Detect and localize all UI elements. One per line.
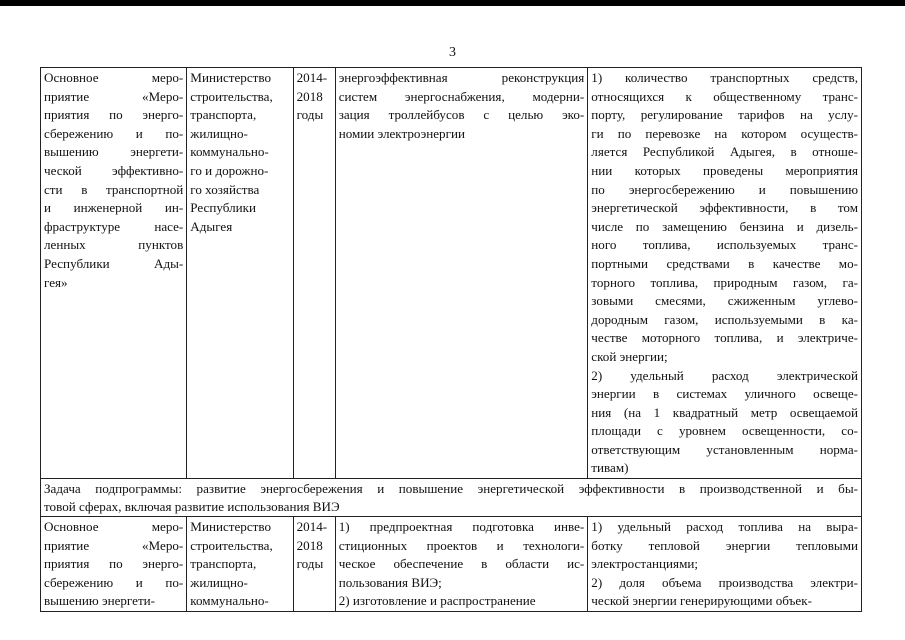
text-line: Республики [190,200,256,216]
text-line: 2018 [296,88,323,104]
text-line: энергии в системах уличного освеще- [591,386,858,402]
text-line: тивам) [591,460,629,476]
table-row [41,68,862,479]
text-line: зация троллейбусов с целью эко- [338,107,585,123]
text-line: порту, регулирование тарифов на услу- [591,107,858,123]
text-line: ческое обеспечение в области ис- [338,556,585,572]
executor-cell [187,517,293,612]
text-line: электростанциями; [591,556,698,572]
text-line: сти в транспортной [44,181,184,197]
table-row [41,517,862,612]
executor-cell [187,68,293,479]
text-line: ческой эффективно- [44,162,184,178]
task-cell [41,479,862,517]
text-line: Основное меро- [44,519,184,535]
text-line: 2018 [296,537,323,553]
text-line: ботку тепловой энергии тепловыми [591,537,858,553]
event-text [44,69,183,292]
text-line: транспорта, [190,107,257,123]
text-line: 1) удельный расход топлива на выра- [591,519,858,535]
text-line: Министерство [190,70,272,85]
executor-text [190,69,289,236]
page-number: 3 [449,45,456,60]
text-line: ги по перевозке на котором осуществ- [591,125,858,141]
text-line: ляется Республикой Адыгея, в отноше- [591,144,858,160]
text-line: Республики Ады- [44,255,184,271]
period-cell [293,68,335,479]
text-line: 2) изготовление и распространение [338,593,536,609]
measures-cell [335,68,588,479]
text-line: коммунально- [190,144,269,160]
event-cell [41,68,187,479]
text-line: площади с уровнем освещенности, со- [591,423,858,439]
indicators-cell [588,517,862,612]
period-text [297,69,332,125]
measures-text [339,518,585,611]
text-line: зовыми смесями, сжиженным углево- [591,293,858,309]
text-line: нии которых проведены мероприятия [591,162,858,178]
text-line: коммунально- [190,593,269,609]
measures-cell [335,517,588,612]
text-line: честве моторного топлива, и электриче- [591,330,858,346]
text-line: портными средствами в качестве мо- [591,255,858,271]
indicators-text [591,518,858,611]
text-line: товой сферах, включая развитие использования ВИЭ [44,499,340,515]
program-table [40,67,862,612]
text-line: жилищно- [190,574,248,590]
measures-text [339,69,585,143]
period-text [297,518,332,574]
text-line: ской энергии; [591,348,668,364]
text-line: транспорта, [190,556,257,572]
text-line: го хозяйства [190,181,260,197]
text-line: ответствующим установленным норма- [591,441,858,457]
text-line: годы [296,556,324,572]
text-line: ного топлива, используемых транс- [591,237,858,253]
text-line: дородным газом, используемыми в ка- [591,311,858,327]
text-line: энергоэффективная реконструкция [338,70,585,85]
text-line: годы [296,107,324,123]
text-line: 2) доля объема производства электри- [591,574,858,590]
text-line: сбережению и по- [44,574,184,590]
text-line: го и дорожно- [190,162,269,178]
task-text [44,480,858,516]
text-line: и инженерной ин- [44,200,184,216]
text-line: номии электроэнергии [338,125,465,141]
text-line: пользования ВИЭ; [338,574,442,590]
text-line: числе по замещению бензина и дизель- [591,218,858,234]
text-line: ленных пунктов [44,237,184,253]
event-cell [41,517,187,612]
indicators-cell [588,68,862,479]
text-line: Адыгея [190,218,233,234]
text-line: приятие «Меро- [44,88,184,104]
text-line: систем энергоснабжения, модерни- [338,88,585,104]
executor-text [190,518,289,611]
text-line: по энергосбережению и повышению [591,181,858,197]
text-line: 1) количество транспортных средств, [591,70,858,85]
text-line: 1) предпроектная подготовка инве- [338,519,585,535]
text-line: строительства, [190,537,273,553]
task-row [41,479,862,517]
event-text [44,518,183,611]
text-line: Министерство [190,519,272,535]
text-line: сбережению и по- [44,125,184,141]
text-line: Основное меро- [44,70,184,85]
text-line: строительства, [190,88,273,104]
text-line: стиционных проектов и технологи- [338,537,585,553]
text-line: фраструктуре насе- [44,218,184,234]
text-line: жилищно- [190,125,248,141]
text-line: вышению энергети- [44,144,184,160]
text-line: ния (на 1 квадратный метр освещаемой [591,404,858,420]
indicators-text [591,69,858,478]
scan-top-border [0,0,905,6]
text-line: торного топлива, природным газом, га- [591,274,858,290]
text-line: гея» [44,274,68,290]
text-line: вышению энергети- [44,593,156,609]
text-line: Задача подпрограммы: развитие энергосбережения и повышение энергетической эффективности в производственной и бы- [44,481,858,497]
text-line: 2014- [296,519,328,535]
text-line: ческой энергии генерирующими объек- [591,593,812,609]
text-line: энергетической эффективности, в том [591,200,858,216]
period-cell [293,517,335,612]
text-line: 2) удельный расход электрической [591,367,858,383]
text-line: относящихся к общественному транс- [591,88,858,104]
text-line: 2014- [296,70,328,85]
text-line: приятия по энерго- [44,556,184,572]
text-line: приятия по энерго- [44,107,184,123]
text-line: приятие «Меро- [44,537,184,553]
